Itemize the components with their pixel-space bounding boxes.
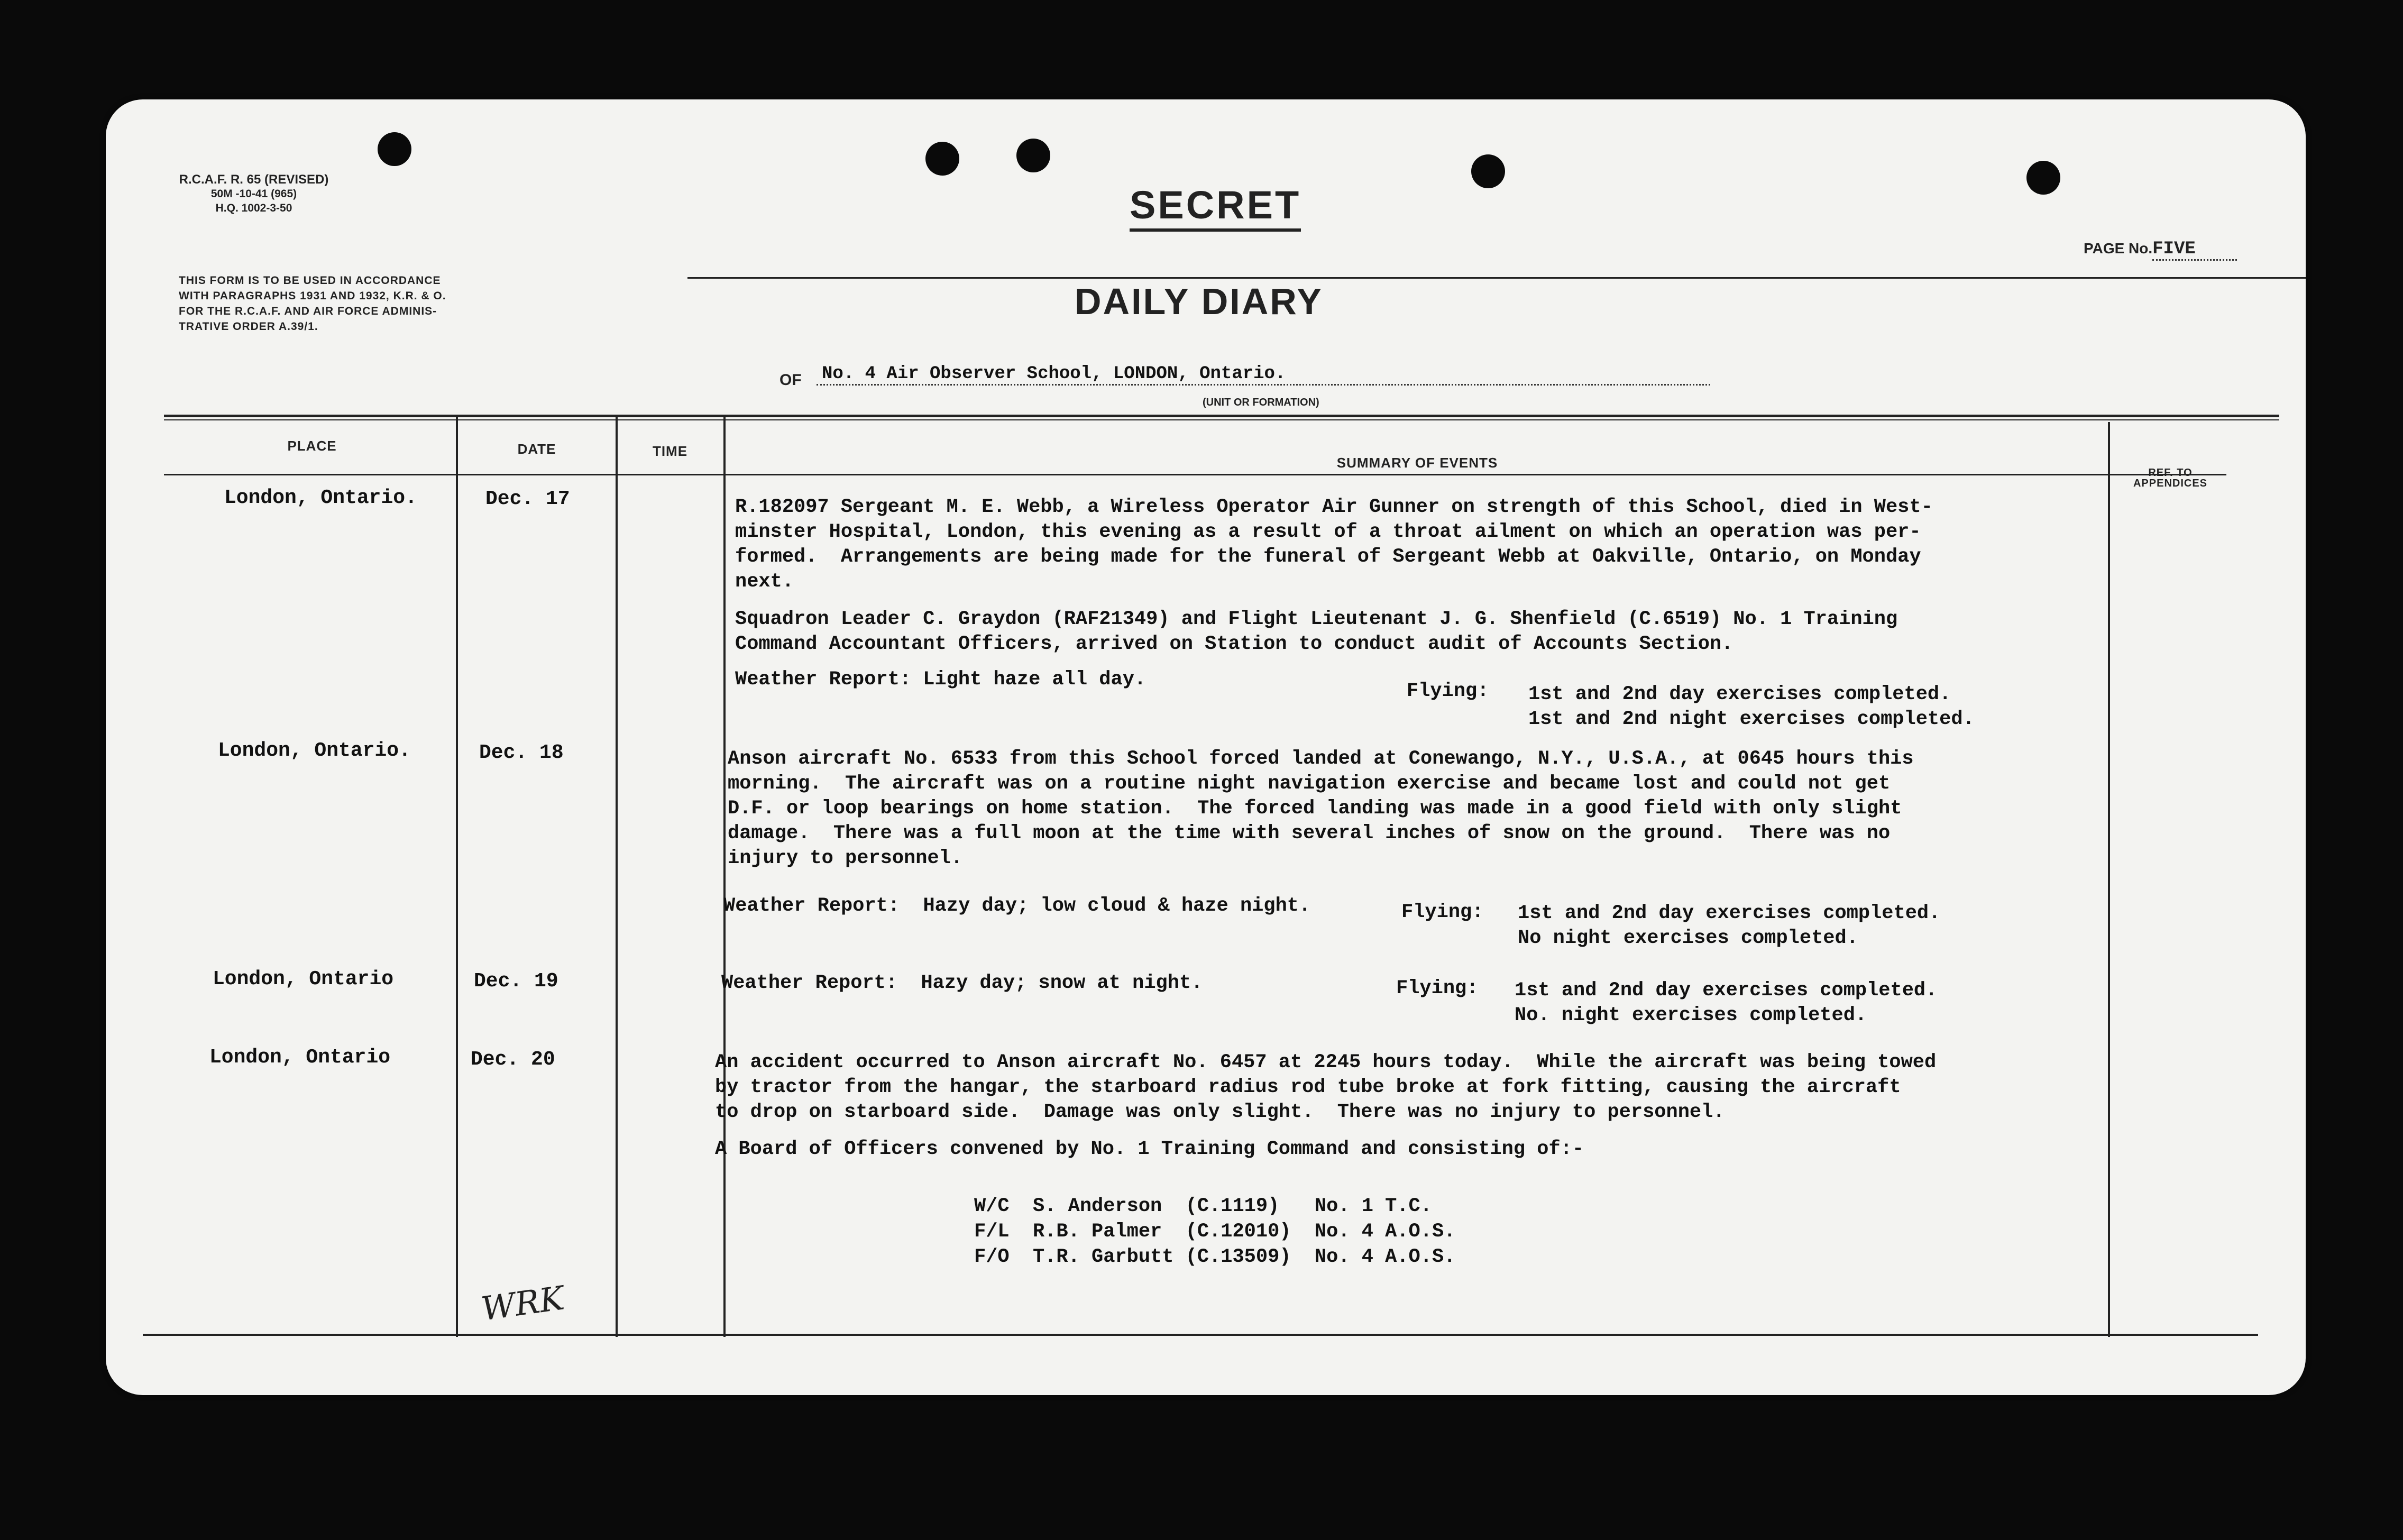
column-header-summary: SUMMARY OF EVENTS [1336, 455, 1498, 471]
notice-line: THIS FORM IS TO BE USED IN ACCORDANCE [179, 274, 441, 287]
entry-paragraph: Anson aircraft No. 6533 from this School forced landed at Conewango, N.Y., U.S.A., at 0645 hours this morning. The aircraft was on a routine night navigation exercise and became lost and could not get D.F. or loop bearings on home station. The forced landing was made in a good field with only slight damage. There was a full moon at the time with several inches of snow on the ground. There was no injury to personnel. [728, 748, 1914, 869]
header-rule [687, 277, 2306, 279]
punch-hole [925, 142, 959, 176]
punch-hole [1471, 154, 1505, 188]
entry-place: London, Ontario [213, 968, 394, 991]
flying-label: Flying: [1401, 901, 1484, 923]
diary-title: DAILY DIARY [1075, 281, 1323, 322]
flying-status: 1st and 2nd day exercises completed. No night exercises completed. [1518, 902, 1941, 949]
table-bottom-rule [143, 1334, 2258, 1336]
entry-place: London, Ontario. [218, 739, 411, 762]
form-id-line: 50M -10-41 (965) [210, 188, 297, 200]
flying-status: 1st and 2nd day exercises completed. 1st and 2nd night exercises completed. [1528, 683, 1975, 730]
entry-date: Dec. 17 [485, 488, 570, 510]
board-member: F/L R.B. Palmer (C.12010) No. 4 A.O.S. [974, 1221, 1456, 1243]
entry-paragraph: An accident occurred to Anson aircraft No. 6457 at 2245 hours today. While the aircraft was being towed by tractor from the hangar, the starboard radius rod tube broke at fork fitting, causing the aircraft to drop on starboard side. Damage was only slight. There was no injury to personnel. [715, 1051, 1937, 1123]
board-member: W/C S. Anderson (C.1119) No. 1 T.C. [974, 1195, 1432, 1217]
entry-place: London, Ontario [209, 1046, 391, 1069]
column-divider [2108, 422, 2110, 1337]
column-header-place: PLACE [287, 438, 337, 454]
column-header-time: TIME [652, 443, 688, 459]
weather-report: Weather Report: Hazy day; snow at night. [721, 972, 1203, 994]
unit-value: No. 4 Air Observer School, LONDON, Ontario. [817, 364, 1710, 386]
form-identifier [175, 172, 333, 215]
entry-place: London, Ontario. [224, 487, 417, 509]
diary-sheet [106, 99, 2306, 1395]
punch-hole [2026, 161, 2060, 195]
notice-line: TRATIVE ORDER A.39/1. [179, 320, 318, 333]
page-number-label: PAGE No. [2084, 240, 2153, 256]
punch-hole [378, 132, 411, 166]
form-id-line: R.C.A.F. R. 65 (REVISED) [179, 172, 329, 187]
entry-date: Dec. 18 [479, 741, 564, 764]
entry-date: Dec. 20 [471, 1048, 555, 1071]
form-id-line: H.Q. 1002-3-50 [215, 202, 292, 214]
column-divider [456, 417, 458, 1337]
page-number-value: FIVE [2152, 239, 2237, 261]
weather-report: Weather Report: Hazy day; low cloud & haze night. [723, 895, 1311, 917]
table-top-rule [164, 415, 2279, 417]
unit-caption: (UNIT OR FORMATION) [1203, 397, 1319, 408]
board-member: F/O T.R. Garbutt (C.13509) No. 4 A.O.S. [974, 1246, 1456, 1268]
flying-label: Flying: [1407, 680, 1489, 702]
entry-paragraph: Squadron Leader C. Graydon (RAF21349) and Flight Lieutenant J. G. Shenfield (C.6519) No. 1 Training Command Accountant Officers, arrived on Station to conduct audit of Accounts Section. [735, 608, 1898, 655]
ref-header-line: REF. TO [2148, 467, 2193, 479]
entry-paragraph: A Board of Officers convened by No. 1 Training Command and consisting of:- [715, 1138, 1584, 1160]
entry-paragraph: R.182097 Sergeant M. E. Webb, a Wireless Operator Air Gunner on strength of this School, died in West- minster Hospital, London, this evening as a result of a throat ailment on which an operation was per- formed. Arrangements are being made for the funeral of Sergeant Webb at Oakville, Ontario, on Monday next. [735, 496, 1933, 593]
column-header-rule [164, 474, 2226, 475]
table-top-rule [164, 419, 2279, 420]
of-label: OF [779, 371, 802, 389]
punch-hole [1016, 139, 1050, 172]
entry-date: Dec. 19 [474, 970, 558, 993]
ref-header-line: APPENDICES [2133, 478, 2208, 489]
weather-report: Weather Report: Light haze all day. [735, 668, 1147, 691]
page-number [2084, 239, 2237, 261]
usage-notice [179, 273, 602, 334]
notice-line: WITH PARAGRAPHS 1931 AND 1932, K.R. & O. [179, 290, 446, 302]
column-header-date: DATE [517, 441, 556, 457]
flying-status: 1st and 2nd day exercises completed. No. night exercises completed. [1515, 979, 1938, 1026]
column-header-ref [2112, 468, 2228, 489]
column-divider [616, 417, 618, 1337]
classification-heading: SECRET [1130, 184, 1301, 232]
flying-label: Flying: [1396, 977, 1479, 1000]
notice-line: FOR THE R.C.A.F. AND AIR FORCE ADMINIS- [179, 305, 437, 317]
column-divider [723, 417, 726, 1337]
handwritten-initials: WRK [479, 1278, 567, 1328]
